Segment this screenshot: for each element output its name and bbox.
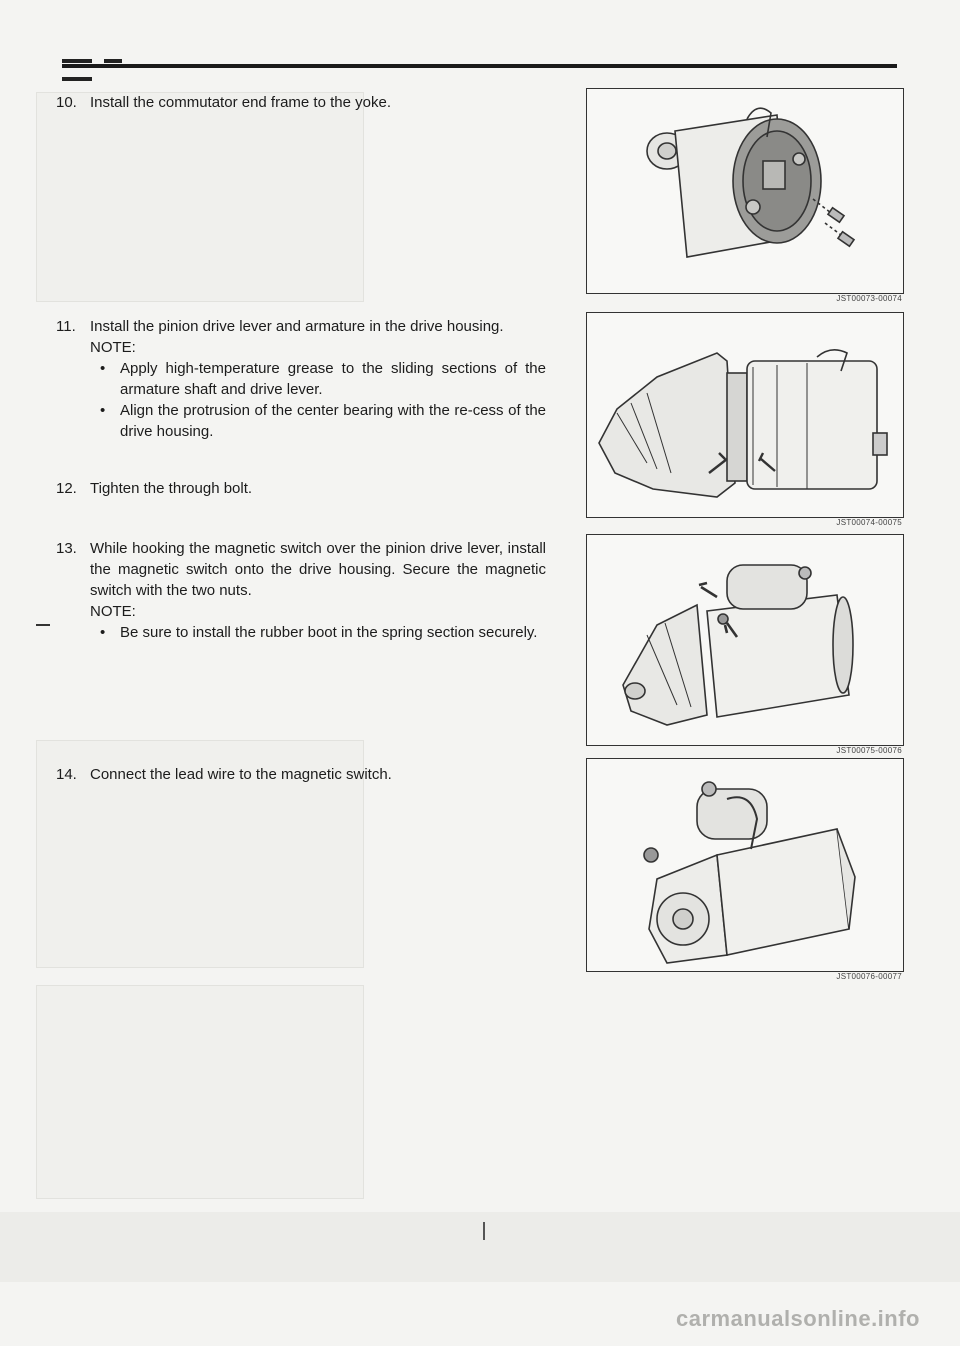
step-10 xyxy=(56,92,546,113)
step-text: Tighten the through bolt. xyxy=(90,480,253,497)
step-number: 10. xyxy=(56,94,77,111)
note-label: NOTE: xyxy=(90,603,136,620)
figure-code: JST00073-00074 xyxy=(836,294,902,303)
figure-code: JST00074-00075 xyxy=(836,518,902,527)
step-number: 14. xyxy=(56,766,77,783)
magnetic-switch-install-illustration-icon xyxy=(587,535,903,745)
step-text: Connect the lead wire to the magnetic switch. xyxy=(90,766,392,783)
step-text: Install the commutator end frame to the yoke. xyxy=(90,94,391,111)
footer-band xyxy=(0,1212,960,1282)
figure-code: JST00076-00077 xyxy=(836,972,902,981)
step-number: 11. xyxy=(56,318,76,335)
figure-code: JST00075-00076 xyxy=(836,746,902,755)
note-item: • Be sure to install the rubber boot in the spring section securely. xyxy=(90,622,546,643)
note-label: NOTE: xyxy=(90,339,136,356)
figure-4 xyxy=(586,758,904,972)
note-list xyxy=(90,622,546,643)
starter-end-frame-illustration-icon xyxy=(587,89,903,293)
step-number: 13. xyxy=(56,540,77,557)
step-13 xyxy=(56,538,546,643)
figure-3 xyxy=(586,534,904,746)
note-list xyxy=(90,358,546,442)
page-number-mark xyxy=(483,1222,485,1240)
watermark: carmanualsonline.info xyxy=(676,1306,920,1331)
header-mark xyxy=(62,52,162,62)
step-number: 12. xyxy=(56,480,77,497)
bleed-panel xyxy=(36,92,364,302)
bleed-panel xyxy=(36,985,364,1199)
step-text: While hooking the magnetic switch over the pinion drive lever, install the magnetic switch onto the drive housing. Secure the magnetic switch with the two nuts. xyxy=(90,540,546,599)
lead-wire-connect-illustration-icon xyxy=(587,759,903,971)
note-item: • Apply high-temperature grease to the sliding sections of the armature shaft and drive lever. xyxy=(90,358,546,400)
step-11 xyxy=(56,316,546,442)
armature-drive-housing-illustration-icon xyxy=(587,313,903,517)
step-14 xyxy=(56,764,546,785)
header-rule xyxy=(62,64,897,68)
step-text: Install the pinion drive lever and armature in the drive housing. xyxy=(90,318,504,335)
figure-1 xyxy=(586,88,904,294)
figure-2 xyxy=(586,312,904,518)
note-item: • Align the protrusion of the center bearing with the re-cess of the drive housing. xyxy=(90,400,546,442)
step-12 xyxy=(56,478,546,499)
margin-dash xyxy=(36,624,50,626)
